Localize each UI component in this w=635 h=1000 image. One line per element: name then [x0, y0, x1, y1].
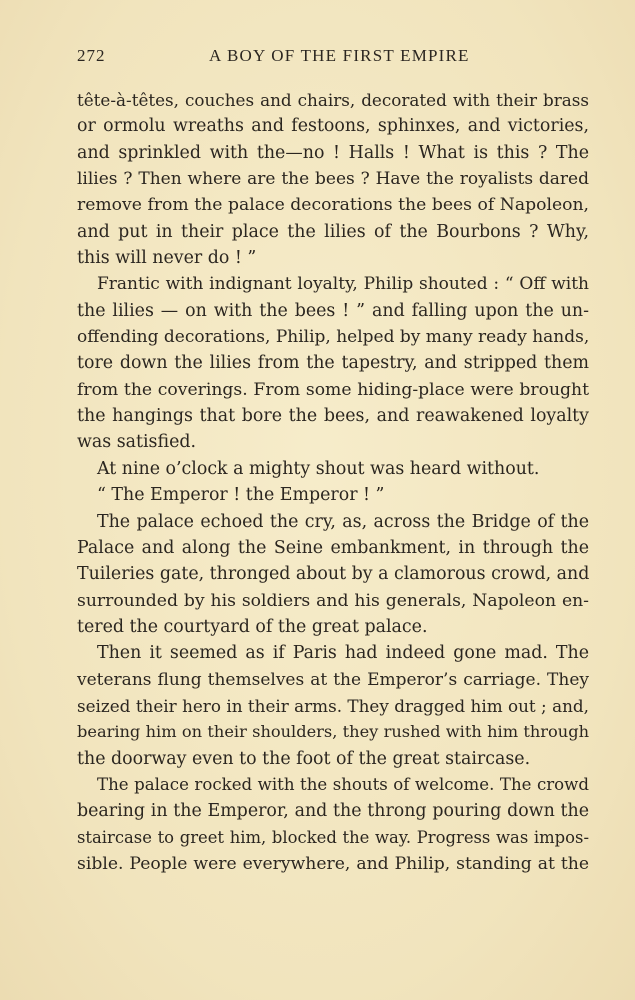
text-line: At nine o’clock a mighty shout was heard without. — [97, 458, 540, 479]
text-line: Tuileries gate, thronged about by a clamorous crowd, and — [77, 564, 590, 585]
text-line: bearing in the Emperor, and the throng pouring down the — [77, 801, 589, 822]
text-line: and sprinkled with the—no ! Halls ! What is this ? The — [77, 142, 589, 163]
text-line: remove from the palace decorations the bees of Napoleon, — [77, 195, 589, 216]
text-line: and put in their place the lilies of the Bourbons ? Why, — [77, 221, 589, 242]
text-line: the lilies — on with the bees ! ” and falling upon the un- — [77, 300, 589, 321]
text-line: The palace rocked with the shouts of welcome. The crowd — [97, 774, 589, 794]
text-line: The palace echoed the cry, as, across the Bridge of the — [97, 511, 589, 532]
text-line: tête-à-têtes, couches and chairs, decorated with their brass — [77, 90, 589, 110]
text-line: Then it seemed as if Paris had indeed gone mad. The — [97, 643, 589, 664]
page-number: 272 — [77, 46, 106, 65]
text-line: lilies ? Then where are the bees ? Have the royalists dared — [77, 169, 589, 190]
text-line: tered the courtyard of the great palace. — [77, 616, 428, 637]
text-line: surrounded by his soldiers and his generals, Napoleon en- — [77, 590, 589, 611]
text-line: Palace and along the Seine embankment, in through the — [77, 537, 589, 558]
text-line: the doorway even to the foot of the great staircase. — [77, 748, 531, 769]
body-text — [77, 87, 589, 877]
text-line: offending decorations, Philip, helped by many ready hands, — [77, 327, 590, 348]
text-line: or ormolu wreaths and festoons, sphinxes, and victories, — [77, 116, 589, 137]
running-head: A BOY OF THE FIRST EMPIRE — [209, 46, 470, 65]
text-line: Frantic with indignant loyalty, Philip shouted : “ Off with — [97, 274, 589, 295]
text-line: tore down the lilies from the tapestry, and stripped them — [77, 353, 589, 374]
text-line: bearing him on their shoulders, they rushed with him through — [77, 722, 589, 742]
text-line: this will never do ! ” — [77, 248, 257, 269]
text-line: sible. People were everywhere, and Philip, standing at the — [77, 853, 589, 874]
text-line: was satisfied. — [77, 432, 197, 453]
text-line: seized their hero in their arms. They dragged him out ; and, — [77, 695, 589, 716]
text-line: the hangings that bore the bees, and reawakened loyalty — [77, 406, 589, 427]
text-line: from the coverings. From some hiding-place were brought — [77, 379, 589, 400]
text-line: “ The Emperor ! the Emperor ! ” — [97, 485, 385, 506]
text-line: staircase to greet him, blocked the way. Progress was impos- — [77, 827, 589, 847]
text-line: veterans flung themselves at the Emperor’s carriage. They — [77, 669, 589, 690]
page-header — [77, 46, 589, 72]
